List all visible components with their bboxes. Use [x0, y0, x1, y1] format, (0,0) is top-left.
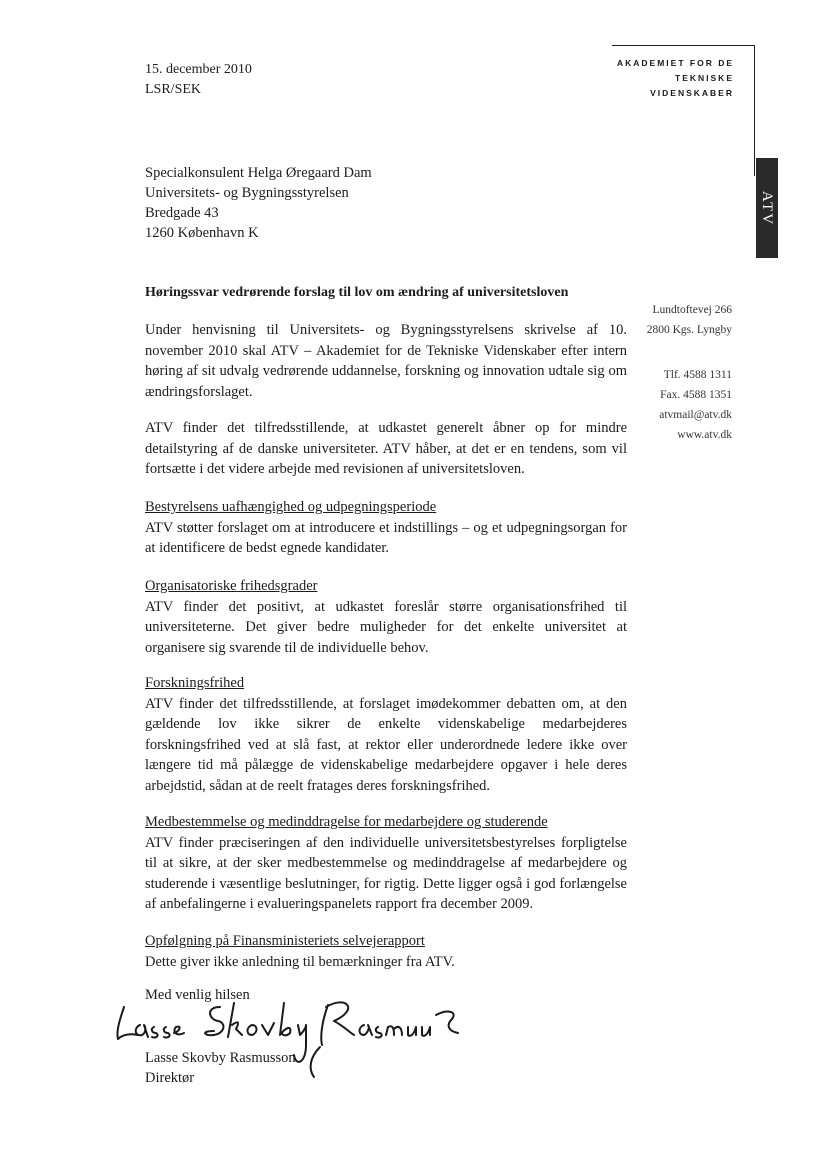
section-text: Dette giver ikke anledning til bemærkninger fra ATV.: [145, 953, 455, 970]
section-heading: Opfølgning på Finansministeriets selvejerapport: [145, 933, 425, 949]
section-self-ownership-report: [145, 931, 627, 972]
contact-phone: Tlf. 4588 1311: [663, 369, 732, 381]
section-codetermination: [145, 812, 627, 915]
section-text: ATV finder det positivt, at udkastet foreslår større organisationsfrihed til universiteterne. Det giver bedre muligheder for det enkelte universitet at organisere sig svarende til de individuelle behov.: [145, 598, 627, 656]
section-research-freedom: [145, 673, 627, 796]
sender-contact: [647, 300, 732, 445]
section-text: ATV finder præciseringen af den individuelle universitetsbestyrelses forpligtelse til at sikre, at der sker medbestemmelse og medinddragelse af medarbejdere og studerende i væsentlige beslutninger, for rigtig. Dette ligger også i god forlængelse af anbefalingerne i evalueringspanelets rapport fra december 2009.: [145, 834, 627, 912]
logo-line: TEKNISKE: [675, 73, 734, 83]
intro-paragraph: ATV finder det tilfredsstillende, at udkastet generelt åbner op for mindre detailstyring af de danske universiteter. ATV håber, at det er en tendens, som vil fortsætte i det videre arbejde med revisionen af universitetsloven.: [145, 420, 627, 477]
atv-badge-text: ATV: [759, 190, 776, 226]
contact-web: www.atv.dk: [677, 429, 732, 441]
section-heading: Medbestemmelse og medinddragelse for medarbejdere og studerende: [145, 814, 548, 830]
section-heading: Forskningsfrihed: [145, 675, 245, 691]
logo-line: VIDENSKABER: [650, 88, 734, 98]
signer-title: Direktør: [145, 1070, 195, 1086]
letter-subject: Høringssvar vedrørende forslag til lov om ændring af universitetsloven: [145, 285, 569, 300]
section-heading: Bestyrelsens uafhængighed og udpegningsperiode: [145, 499, 437, 515]
recipient-line: 1260 København K: [145, 225, 259, 241]
logo-line: AKADEMIET FOR DE: [617, 58, 734, 68]
contact-address-line: Lundtoftevej 266: [652, 304, 732, 316]
contact-address-line: 2800 Kgs. Lyngby: [646, 324, 732, 336]
contact-email: atvmail@atv.dk: [659, 409, 732, 421]
atv-logo: [612, 45, 755, 176]
recipient-address: [145, 163, 372, 243]
letter-date: 15. december 2010: [145, 62, 252, 77]
section-text: ATV finder det tilfredsstillende, at forslaget imødekommer debatten om, at den gældende lov ikke sikrer de enkelte videnskabelige medarbejderes forskningsfrihed ved at slå fast, at rektor eller underordnede ledere ikke over længere tid må pålægge de videnskabelige medarbejdere opgaver i hele deres arbejdstid, sådan at de reelt fratages deres forskningsfrihed.: [145, 695, 627, 794]
recipient-line: Universitets- og Bygningsstyrelsen: [145, 185, 349, 201]
letter-reference: LSR/SEK: [145, 82, 202, 97]
closing-greeting: Med venlig hilsen: [145, 987, 250, 1003]
intro-paragraph: Under henvisning til Universitets- og Bygningsstyrelsens skrivelse af 10. november 2010 skal ATV – Akademiet for de Tekniske Videnskaber efter intern høring af sit udvalg vedrørende uddannelse, forskning og innovation udtale sig om ændringsforslaget.: [145, 322, 627, 400]
section-board-independence: [145, 497, 627, 559]
section-text: ATV støtter forslaget om at introducere et indstillings – og et udpegningsorgan for at identificere de bedst egnede kandidater.: [145, 519, 627, 556]
recipient-line: Bredgade 43: [145, 205, 219, 221]
contact-fax: Fax. 4588 1351: [660, 389, 732, 401]
atv-badge: [756, 158, 778, 258]
signer-name: Lasse Skovby Rasmusson: [145, 1050, 296, 1066]
section-heading: Organisatoriske frihedsgrader: [145, 578, 318, 594]
recipient-line: Specialkonsulent Helga Øregaard Dam: [145, 165, 372, 181]
section-organisational-freedom: [145, 576, 627, 658]
